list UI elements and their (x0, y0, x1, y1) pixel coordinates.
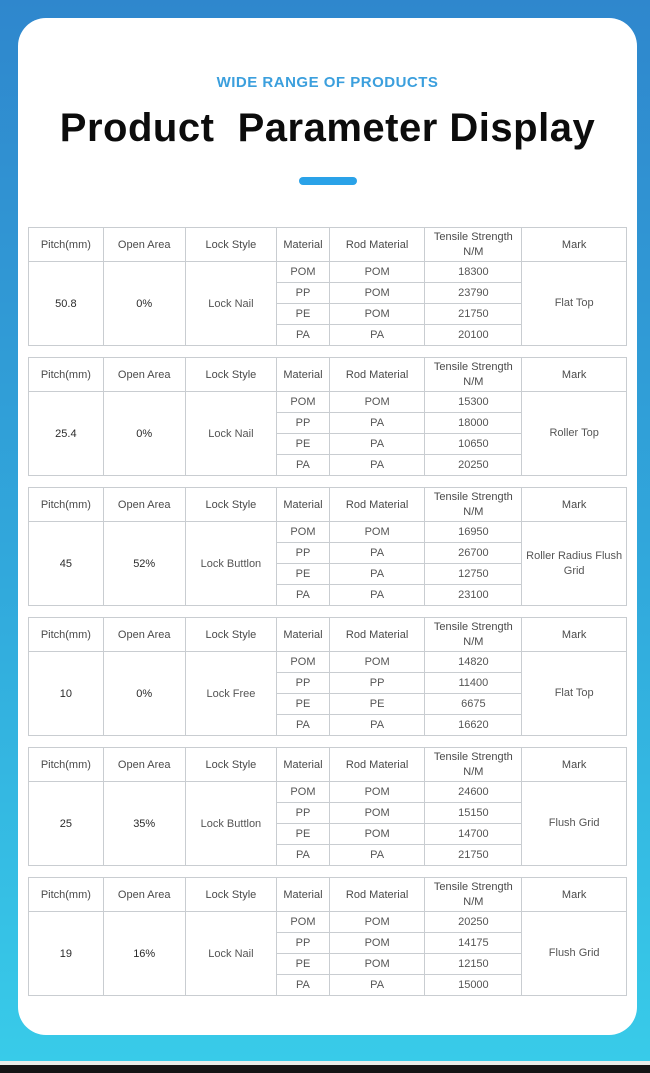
rod-material-cell: POM (329, 912, 425, 933)
page-title: Product Parameter Display (59, 106, 596, 150)
header-open-area: Open Area (103, 748, 185, 782)
material-cell: PE (277, 954, 330, 975)
mark-value: Roller Top (522, 392, 627, 476)
open-area-value: 0% (103, 392, 185, 476)
header-rod-material: Rod Material (329, 748, 425, 782)
tensile-strength-cell: 24600 (425, 782, 522, 803)
table-header-row (29, 488, 627, 522)
material-cell: PP (277, 283, 330, 304)
rod-material-cell: POM (329, 782, 425, 803)
table-row (29, 392, 627, 413)
rod-material-cell: PA (329, 845, 425, 866)
pitch-value: 45 (29, 522, 104, 606)
parameter-table (28, 357, 627, 476)
parameter-table (28, 877, 627, 996)
material-cell: PA (277, 585, 330, 606)
tensile-strength-cell: 15000 (425, 975, 522, 996)
table-row (29, 782, 627, 803)
header-mark: Mark (522, 618, 627, 652)
material-cell: PA (277, 455, 330, 476)
table-header-row (29, 618, 627, 652)
card-header (18, 18, 637, 185)
tensile-strength-cell: 14820 (425, 652, 522, 673)
mark-value: Flush Grid (522, 782, 627, 866)
material-cell: PE (277, 694, 330, 715)
lock-style-value: Lock Buttlon (185, 522, 276, 606)
mark-value: Flat Top (522, 652, 627, 736)
rod-material-cell: PA (329, 715, 425, 736)
header-tensile-line1: Tensile Strength (433, 360, 513, 373)
tensile-strength-cell: 12150 (425, 954, 522, 975)
open-area-value: 16% (103, 912, 185, 996)
tensile-strength-cell: 11400 (425, 673, 522, 694)
parameter-table (28, 747, 627, 866)
rod-material-cell: PA (329, 585, 425, 606)
rod-material-cell: PA (329, 434, 425, 455)
material-cell: POM (277, 912, 330, 933)
header-pitch: Pitch(mm) (29, 358, 104, 392)
header-lock-style: Lock Style (185, 358, 276, 392)
table-header-row (29, 748, 627, 782)
header-open-area: Open Area (103, 358, 185, 392)
mark-value: Flat Top (522, 262, 627, 346)
tensile-strength-cell: 15300 (425, 392, 522, 413)
header-tensile-line2: N/M (463, 375, 484, 388)
tensile-strength-cell: 20100 (425, 325, 522, 346)
parameter-table (28, 487, 627, 606)
rod-material-cell: PA (329, 543, 425, 564)
material-cell: POM (277, 522, 330, 543)
material-cell: PE (277, 564, 330, 585)
material-cell: PA (277, 845, 330, 866)
header-mark: Mark (522, 358, 627, 392)
header-rod-material: Rod Material (329, 618, 425, 652)
tensile-strength-cell: 10650 (425, 434, 522, 455)
header-mark: Mark (522, 878, 627, 912)
rod-material-cell: POM (329, 283, 425, 304)
header-mark: Mark (522, 748, 627, 782)
header-rod-material: Rod Material (329, 228, 425, 262)
header-material: Material (277, 748, 330, 782)
tensile-strength-cell: 16950 (425, 522, 522, 543)
tables (18, 227, 637, 996)
header-pitch: Pitch(mm) (29, 618, 104, 652)
header-tensile-strength (425, 358, 522, 392)
header-tensile-strength (425, 488, 522, 522)
table-header-row (29, 228, 627, 262)
pitch-value: 19 (29, 912, 104, 996)
header-tensile-line1: Tensile Strength (433, 620, 513, 633)
rod-material-cell: PA (329, 975, 425, 996)
open-area-value: 0% (103, 262, 185, 346)
header-tensile-line2: N/M (463, 765, 484, 778)
dash-wrap (18, 177, 637, 185)
header-material: Material (277, 488, 330, 522)
header-pitch: Pitch(mm) (29, 878, 104, 912)
tensile-strength-cell: 23100 (425, 585, 522, 606)
accent-dash (299, 177, 357, 185)
mark-value: Roller Radius Flush Grid (522, 522, 627, 606)
material-cell: PP (277, 803, 330, 824)
table-row (29, 652, 627, 673)
header-lock-style: Lock Style (185, 878, 276, 912)
header-tensile-line2: N/M (463, 635, 484, 648)
rod-material-cell: POM (329, 262, 425, 283)
header-rod-material: Rod Material (329, 488, 425, 522)
tensile-strength-cell: 21750 (425, 304, 522, 325)
lock-style-value: Lock Nail (185, 392, 276, 476)
header-open-area: Open Area (103, 618, 185, 652)
pitch-value: 25 (29, 782, 104, 866)
pitch-value: 10 (29, 652, 104, 736)
tensile-strength-cell: 23790 (425, 283, 522, 304)
header-tensile-strength (425, 748, 522, 782)
header-tensile-line2: N/M (463, 895, 484, 908)
table-row (29, 262, 627, 283)
tensile-strength-cell: 21750 (425, 845, 522, 866)
tensile-strength-cell: 20250 (425, 455, 522, 476)
tensile-strength-cell: 16620 (425, 715, 522, 736)
header-tensile-strength (425, 228, 522, 262)
rod-material-cell: POM (329, 392, 425, 413)
tensile-strength-cell: 26700 (425, 543, 522, 564)
pitch-value: 50.8 (29, 262, 104, 346)
rod-material-cell: PE (329, 694, 425, 715)
header-material: Material (277, 878, 330, 912)
table-row (29, 522, 627, 543)
lock-style-value: Lock Buttlon (185, 782, 276, 866)
header-tensile-strength (425, 618, 522, 652)
header-pitch: Pitch(mm) (29, 748, 104, 782)
header-lock-style: Lock Style (185, 228, 276, 262)
material-cell: POM (277, 782, 330, 803)
header-tensile-line2: N/M (463, 245, 484, 258)
header-material: Material (277, 618, 330, 652)
header-tensile-line1: Tensile Strength (433, 750, 513, 763)
material-cell: PE (277, 824, 330, 845)
rod-material-cell: PA (329, 564, 425, 585)
lock-style-value: Lock Nail (185, 262, 276, 346)
tensile-strength-cell: 14700 (425, 824, 522, 845)
content-card (18, 18, 637, 1035)
pitch-value: 25.4 (29, 392, 104, 476)
lock-style-value: Lock Free (185, 652, 276, 736)
header-tensile-line1: Tensile Strength (433, 880, 513, 893)
header-material: Material (277, 228, 330, 262)
header-mark: Mark (522, 228, 627, 262)
open-area-value: 52% (103, 522, 185, 606)
mark-value: Flush Grid (522, 912, 627, 996)
tensile-strength-cell: 12750 (425, 564, 522, 585)
material-cell: POM (277, 392, 330, 413)
header-rod-material: Rod Material (329, 878, 425, 912)
material-cell: PA (277, 325, 330, 346)
tensile-strength-cell: 20250 (425, 912, 522, 933)
open-area-value: 35% (103, 782, 185, 866)
subtitle: WIDE RANGE OF PRODUCTS (216, 74, 439, 91)
header-pitch: Pitch(mm) (29, 228, 104, 262)
table-header-row (29, 358, 627, 392)
header-tensile-line2: N/M (463, 505, 484, 518)
lock-style-value: Lock Nail (185, 912, 276, 996)
open-area-value: 0% (103, 652, 185, 736)
material-cell: PE (277, 304, 330, 325)
header-open-area: Open Area (103, 488, 185, 522)
material-cell: POM (277, 262, 330, 283)
header-lock-style: Lock Style (185, 488, 276, 522)
material-cell: PP (277, 933, 330, 954)
rod-material-cell: POM (329, 954, 425, 975)
header-lock-style: Lock Style (185, 618, 276, 652)
table-header-row (29, 878, 627, 912)
rod-material-cell: PA (329, 455, 425, 476)
rod-material-cell: POM (329, 522, 425, 543)
header-open-area: Open Area (103, 878, 185, 912)
rod-material-cell: POM (329, 803, 425, 824)
header-tensile-strength (425, 878, 522, 912)
material-cell: PP (277, 673, 330, 694)
header-pitch: Pitch(mm) (29, 488, 104, 522)
tensile-strength-cell: 6675 (425, 694, 522, 715)
header-material: Material (277, 358, 330, 392)
rod-material-cell: PA (329, 413, 425, 434)
tensile-strength-cell: 18300 (425, 262, 522, 283)
parameter-table (28, 227, 627, 346)
rod-material-cell: POM (329, 824, 425, 845)
material-cell: PA (277, 715, 330, 736)
bottom-bar (0, 1065, 650, 1073)
material-cell: PA (277, 975, 330, 996)
tensile-strength-cell: 14175 (425, 933, 522, 954)
rod-material-cell: PP (329, 673, 425, 694)
material-cell: PP (277, 543, 330, 564)
tensile-strength-cell: 18000 (425, 413, 522, 434)
rod-material-cell: PA (329, 325, 425, 346)
table-row (29, 912, 627, 933)
material-cell: POM (277, 652, 330, 673)
header-rod-material: Rod Material (329, 358, 425, 392)
parameter-table (28, 617, 627, 736)
header-tensile-line1: Tensile Strength (433, 490, 513, 503)
tensile-strength-cell: 15150 (425, 803, 522, 824)
header-mark: Mark (522, 488, 627, 522)
material-cell: PP (277, 413, 330, 434)
header-open-area: Open Area (103, 228, 185, 262)
rod-material-cell: POM (329, 933, 425, 954)
header-tensile-line1: Tensile Strength (433, 230, 513, 243)
material-cell: PE (277, 434, 330, 455)
rod-material-cell: POM (329, 652, 425, 673)
rod-material-cell: POM (329, 304, 425, 325)
header-lock-style: Lock Style (185, 748, 276, 782)
